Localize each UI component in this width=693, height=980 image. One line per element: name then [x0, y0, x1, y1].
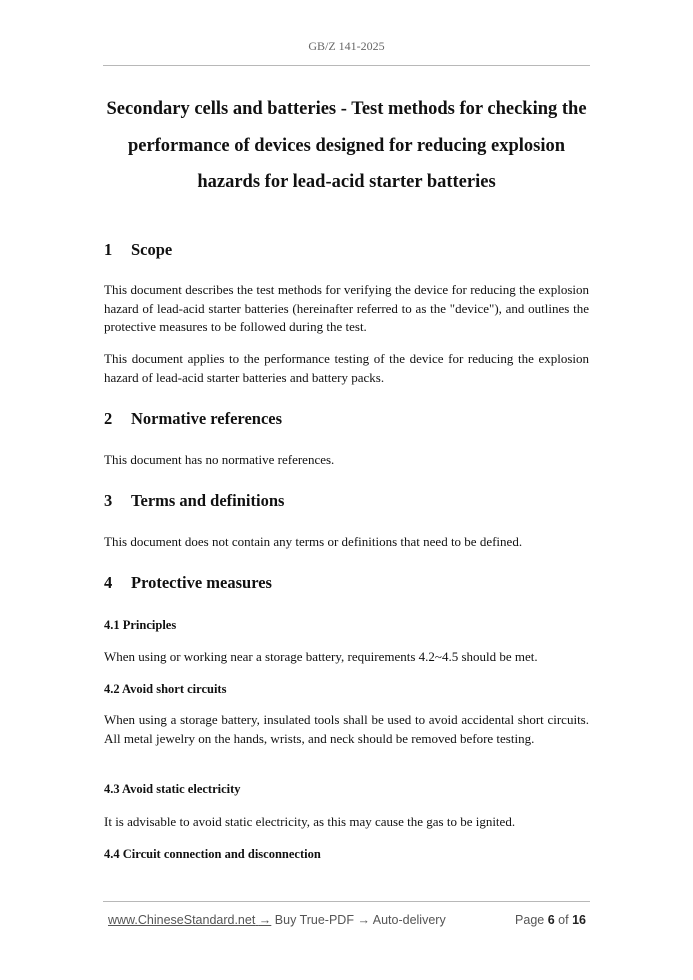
- normative-references-paragraph: This document has no normative references.: [104, 452, 335, 467]
- title-line-2: performance of devices designed for reducing explosion: [127, 135, 566, 156]
- terms-paragraph: This document does not contain any terms or definitions that need to be defined.: [104, 534, 523, 549]
- section-heading-scope: [104, 240, 172, 260]
- footer-links: [108, 913, 446, 927]
- scope-paragraph-1: This document describes the test methods for verifying the device for reducing the explosion hazard of lead-acid starter batteries (hereinafter referred to as the "device"), and outlines the protective measures to be followed during the test.: [104, 282, 589, 334]
- section-title: Scope: [131, 240, 173, 259]
- title-line-3: hazards for lead-acid starter batteries: [197, 172, 496, 192]
- section-title: Protective measures: [131, 573, 272, 592]
- page-label: Page: [515, 913, 545, 927]
- arrow-right-icon: →: [357, 913, 370, 927]
- page-of-label: of: [558, 913, 569, 927]
- chinesestandard-site-link[interactable]: [108, 913, 271, 927]
- document-code-header: GB/Z 141-2025: [308, 39, 385, 53]
- arrow-right-icon: →: [258, 913, 272, 927]
- scope-paragraph-2: This document applies to the performance testing of the device for reducing the explosion hazard of lead-acid starter batteries and battery packs.: [104, 351, 589, 385]
- title-line-1: Secondary cells and batteries - Test methods for checking the: [106, 99, 587, 119]
- avoid-static-electricity-paragraph: It is advisable to avoid static electricity, as this may cause the gas to be ignited.: [104, 814, 516, 829]
- subsection-heading-circuit-connection: 4.4 Circuit connection and disconnection: [104, 847, 321, 861]
- subsection-heading-principles: 4.1 Principles: [104, 618, 177, 632]
- buy-true-pdf-text: Buy True-PDF: [274, 913, 354, 927]
- total-page-count: 16: [572, 913, 586, 927]
- subsection-heading-avoid-short-circuits: 4.2 Avoid short circuits: [104, 682, 227, 696]
- section-heading-protective-measures: [104, 573, 272, 593]
- auto-delivery-text: Auto-delivery: [372, 913, 446, 927]
- subsection-heading-avoid-static-electricity: 4.3 Avoid static electricity: [104, 782, 241, 796]
- section-heading-terms-and-definitions: [104, 491, 284, 511]
- section-title: Normative references: [131, 409, 283, 428]
- site-link-text: www.ChineseStandard.net: [108, 913, 256, 927]
- section-number: 1: [104, 240, 113, 259]
- page-number-indicator: [515, 913, 586, 927]
- avoid-short-circuits-paragraph: When using a storage battery, insulated tools shall be used to avoid accidental short circuits. All metal jewelry on the hands, wrists, and neck should be removed before testing.: [104, 712, 589, 746]
- section-number: 4: [104, 573, 113, 592]
- header-divider: [103, 65, 590, 66]
- current-page-number: 6: [547, 913, 555, 927]
- section-heading-normative-references: [104, 409, 282, 429]
- section-number: 3: [104, 491, 113, 510]
- principles-paragraph: When using or working near a storage battery, requirements 4.2~4.5 should be met.: [104, 649, 538, 664]
- document-title: [95, 91, 598, 201]
- section-title: Terms and definitions: [131, 491, 285, 510]
- footer-divider: [103, 901, 590, 902]
- section-number: 2: [104, 409, 113, 428]
